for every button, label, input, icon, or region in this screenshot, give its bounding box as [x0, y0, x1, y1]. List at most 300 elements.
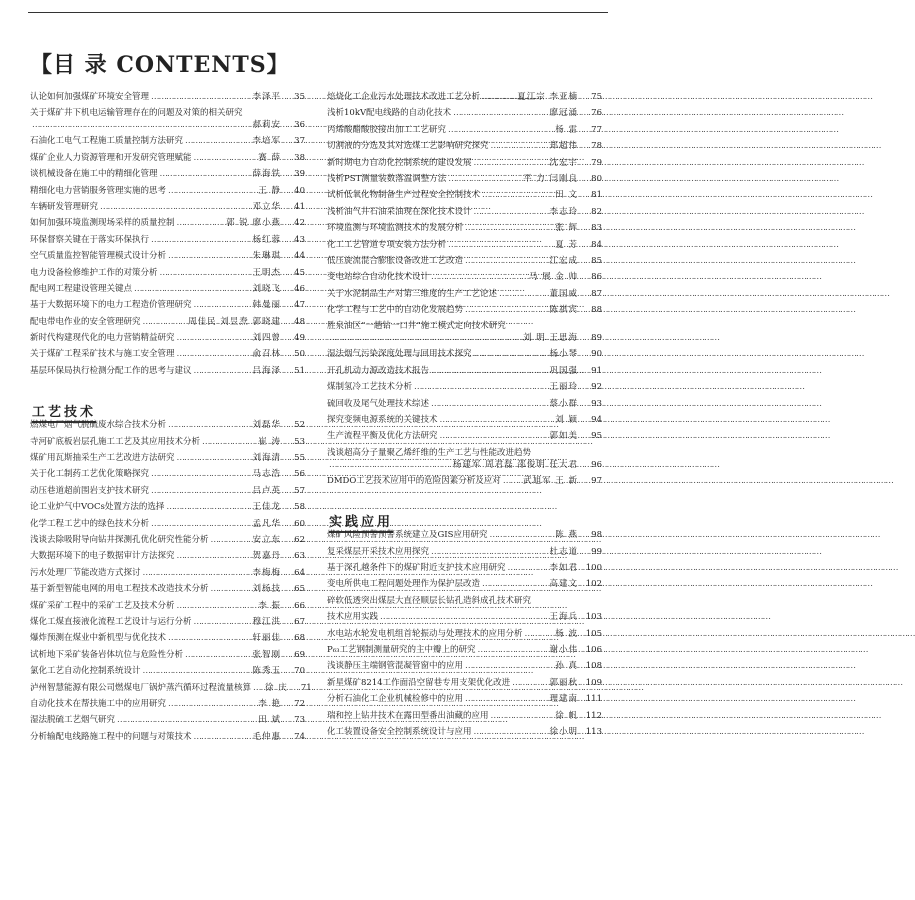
leader-dots [482, 580, 545, 589]
toc-entry[interactable] [30, 137, 305, 153]
toc-entry[interactable] [30, 569, 305, 585]
entry-page: 112 [585, 710, 602, 721]
entry-title: 车辆研发管理研究 [30, 201, 99, 212]
toc-entry[interactable] [327, 367, 602, 383]
leader-dots [329, 334, 519, 343]
leader-dots [177, 350, 249, 359]
entry-author: 王明杰 [252, 267, 281, 278]
entry-title: P₆₃工艺钢制测量研究的主中瓣上的研究 [327, 644, 476, 655]
entry-page: 41 [294, 201, 305, 212]
entry-author: 李志玲 [549, 206, 578, 217]
entry-page: 38 [294, 152, 305, 163]
entry-title: 变电站综合自动化技术设计 [327, 272, 430, 283]
entry-title: 基于新型智能电网的用电工程技术改造技术分析 [30, 584, 209, 595]
toc-entry[interactable] [30, 602, 305, 618]
leader-dots [431, 400, 545, 409]
entry-title: 开孔机动力源改造技术报告 [327, 365, 430, 376]
entry-author: 朱琳琪 [252, 251, 281, 262]
top-rule [28, 12, 608, 13]
entry-title: 空气质量监控智能管理模式设计分析 [30, 251, 167, 262]
toc-entry[interactable] [30, 716, 305, 732]
leader-dots [177, 219, 223, 228]
toc-entry[interactable] [30, 618, 305, 634]
leader-dots [151, 520, 248, 529]
entry-title: 湿法烟气污染深度处理与回用技术探究 [327, 349, 472, 360]
leader-dots [194, 154, 255, 163]
leader-dots [185, 651, 248, 660]
entry-title: 煤制氢冷工艺技术分析 [327, 382, 413, 393]
entry-author: 毛仲惠 [252, 731, 281, 742]
entry-title: 配电带电作业的安全管理研究 [30, 316, 141, 327]
toc-entry[interactable] [30, 634, 305, 650]
entry-author: 贺嘉丹 [252, 551, 281, 562]
entry-page: 113 [585, 726, 602, 737]
entry-page: 103 [585, 612, 602, 623]
toc-entry[interactable] [327, 580, 602, 596]
left-column [30, 92, 312, 749]
toc-entry[interactable] [30, 93, 305, 109]
toc-entry[interactable] [30, 203, 305, 219]
section-process [30, 383, 305, 421]
entry-author: 夏 芳 [555, 239, 578, 250]
entry-page: 102 [585, 579, 602, 590]
toc-entry[interactable] [327, 350, 602, 366]
leader-dots [202, 438, 254, 447]
toc-entry[interactable] [327, 531, 602, 547]
leader-dots [168, 421, 248, 430]
leader-dots [465, 224, 551, 233]
entry-title: 关于水泥制品生产对第三维度的生产工艺论述 [327, 288, 498, 299]
entry-page: 97 [591, 475, 602, 486]
entry-page: 91 [591, 365, 602, 376]
toc-entry[interactable] [30, 421, 305, 437]
entry-page: 88 [591, 305, 602, 316]
entry-author: 理建南 [549, 694, 578, 705]
entry-page: 46 [294, 283, 305, 294]
leader-dots [453, 109, 545, 118]
entry-author: 郭如美 [549, 431, 578, 442]
entry-author: 赛 薛 [258, 152, 281, 163]
entry-title: 如何加强环境监测现场采样的质量控制 [30, 218, 175, 229]
leader-dots [117, 716, 254, 725]
entry-author: 徐 庆 [265, 682, 288, 693]
entry-page: 69 [294, 649, 305, 660]
toc-entry[interactable] [327, 290, 602, 306]
entry-title: 生产流程平衡及优化方法研究 [327, 431, 438, 442]
leader-dots [168, 187, 254, 196]
entry-page: 100 [585, 562, 602, 573]
leader-dots [151, 93, 248, 102]
toc-entry[interactable] [327, 273, 602, 289]
leader-dots [440, 416, 552, 425]
entry-author: 王丽玲 [549, 382, 578, 393]
toc-entry[interactable] [327, 564, 602, 580]
entry-title: 切割液的分选及其对选煤工艺影响研究探究 [327, 141, 489, 152]
toc-entry[interactable] [30, 682, 312, 700]
entry-title: 浅析PST测量装数落温调整方法 [327, 173, 447, 184]
leader-dots [168, 700, 254, 709]
toc-entry[interactable] [327, 728, 602, 744]
leader-dots [177, 552, 249, 561]
leader-dots [465, 306, 545, 315]
entry-title: 变电所供电工程问题处理作为保护层改造 [327, 579, 481, 590]
entry-page: 42 [294, 218, 305, 229]
toc-entry[interactable] [30, 552, 305, 568]
entry-page: 48 [294, 316, 305, 327]
toc-entry[interactable] [30, 187, 305, 203]
leader-dots [32, 121, 248, 130]
section-heading-practice: 实践应用 [329, 511, 393, 533]
entry-page: 108 [585, 661, 602, 672]
entry-author: 张智刚 [252, 649, 281, 660]
leader-dots [491, 712, 552, 721]
toc-entry[interactable] [30, 109, 305, 137]
entry-page: 94 [591, 415, 602, 426]
entry-title: 燃煤电厂烟气脱硫废水综合技术分析 [30, 420, 167, 431]
entry-page: 57 [294, 485, 305, 496]
entry-author: 孟凡华 [252, 518, 281, 529]
leader-dots [448, 126, 551, 135]
entry-author: 张 辉 [555, 223, 578, 234]
toc-entry[interactable] [327, 322, 602, 350]
leader-dots [194, 618, 249, 627]
entry-title: 环保督察关键在于落实环保执行 [30, 234, 150, 245]
entry-page: 80 [591, 173, 602, 184]
entry-author: 韩曼丽 [252, 300, 281, 311]
toc-entry[interactable] [30, 367, 305, 383]
leader-dots [194, 733, 249, 742]
toc-entry[interactable] [327, 159, 602, 175]
entry-author: 徐 帆 [555, 710, 578, 721]
entry-author: 郭丽秋 [549, 677, 578, 688]
toc-entry[interactable] [30, 651, 305, 667]
entry-title: 试析低氧化物制备生产过程安全控制技术 [327, 190, 481, 201]
leader-dots [474, 728, 546, 737]
leader-dots [168, 634, 248, 643]
toc-entry[interactable] [327, 175, 602, 191]
entry-page: 56 [294, 469, 305, 480]
entry-author: 吕卢英 [252, 485, 281, 496]
entry-page: 95 [591, 431, 602, 442]
toc-entry[interactable] [327, 548, 602, 564]
entry-page: 70 [294, 666, 305, 677]
entry-title: 浅析10kV配电线路的自动化技术 [327, 108, 452, 119]
entry-author: 王 静 [258, 185, 281, 196]
entry-author: 谢小伟 [549, 644, 578, 655]
toc-entry[interactable] [30, 438, 305, 454]
toc-entry[interactable] [327, 695, 602, 711]
entry-page: 37 [294, 136, 305, 147]
toc-entry[interactable] [327, 712, 602, 728]
entry-author: 李 振 [258, 600, 281, 611]
entry-author: 安立东 [252, 534, 281, 545]
entry-author: 李梅梅 [252, 567, 281, 578]
leader-dots [177, 334, 249, 343]
entry-title: 复采煤层开采技术应用探究 [327, 546, 430, 557]
entry-page: 90 [591, 349, 602, 360]
toc-entry[interactable] [327, 432, 602, 448]
toc-entry[interactable] [30, 219, 305, 235]
toc-entry[interactable] [327, 224, 602, 240]
entry-author: 刘四曾 [252, 333, 281, 344]
entry-page: 53 [294, 436, 305, 447]
entry-page: 55 [294, 453, 305, 464]
entry-title: 碎软低透突出煤层大直径顺层长钻孔造斜成孔技术研究 [327, 595, 532, 606]
toc-entry[interactable] [327, 646, 602, 662]
entry-page: 98 [591, 530, 602, 541]
entry-title: 谈机械设备在施工中的精细化管理 [30, 169, 158, 180]
entry-title: 浅谈去除吸附导向钻井探测孔优化研究性能分析 [30, 534, 209, 545]
entry-title: 水电站水轮发电机组首轮振动与处理技术的应用分析 [327, 628, 523, 639]
entry-title: 浅谈超高分子量聚乙烯纤维的生产工艺与性能改进趋势 [327, 447, 532, 458]
toc-entry[interactable] [327, 662, 602, 678]
toc-entry[interactable] [327, 383, 602, 399]
entry-title: 湿法脱硫工艺烟气研究 [30, 715, 116, 726]
entry-page: 60 [294, 518, 305, 529]
entry-title: 自动化技术在帮扶施工中的应用研究 [30, 698, 167, 709]
entry-title: 论工业炉气中VOCs处置方法的选择 [30, 502, 165, 513]
entry-page: 71 [300, 682, 312, 693]
entry-author: 徐小明 [549, 726, 578, 737]
toc-entry[interactable] [30, 269, 305, 285]
entry-title: 浅析油气井石油采油现在深化技术设计 [327, 206, 472, 217]
toc-entry[interactable] [327, 597, 602, 613]
leader-dots [143, 667, 249, 676]
toc-entry[interactable] [30, 470, 305, 486]
toc-entry[interactable] [30, 334, 305, 350]
toc-entry[interactable] [30, 520, 305, 536]
entry-title: 煤矿风险预警预警系统建立及GIS应用研究 [327, 530, 488, 541]
toc-entry[interactable] [327, 191, 602, 207]
entry-author: 刘 明 王思海 [523, 333, 578, 344]
entry-author: 郝莉安 [252, 120, 281, 131]
toc-entry[interactable] [30, 536, 305, 552]
page-title: 【目 录 CONTENTS】 [30, 52, 290, 78]
entry-author: 陈 燕 [555, 530, 578, 541]
entry-title: 瑞和控上钻井技术在露田型番出油藏的应用 [327, 710, 489, 721]
leader-dots [134, 285, 248, 294]
leader-dots [489, 531, 551, 540]
entry-page: 40 [294, 185, 305, 196]
entry-author: 江宏成 [549, 255, 578, 266]
entry-author: 马志浩 [252, 469, 281, 480]
toc-entry[interactable] [30, 585, 305, 601]
entry-title: 环境监测与环境监测技术的发展分析 [327, 223, 464, 234]
toc-entry[interactable] [327, 257, 602, 273]
entry-title: 煤矿采矿工程中的采矿工艺及技术分析 [30, 600, 175, 611]
entry-author: 武旭军 王 新 [523, 475, 578, 486]
entry-page: 62 [294, 534, 305, 545]
leader-dots [151, 470, 248, 479]
entry-page: 72 [294, 698, 305, 709]
leader-dots [194, 367, 249, 376]
entry-page: 78 [591, 141, 602, 152]
leader-dots [503, 477, 519, 486]
entry-author: 杨 雷 [555, 124, 578, 135]
toc-entry[interactable] [327, 416, 602, 432]
entry-title: 探究变频电源系统的关键技术 [327, 415, 438, 426]
toc-entry[interactable] [327, 93, 602, 109]
entry-author: 王佳龙 [252, 502, 281, 513]
toc-entry[interactable] [327, 142, 602, 158]
leader-dots [168, 252, 248, 261]
toc-entry[interactable] [30, 700, 305, 716]
entry-page: 84 [591, 239, 602, 250]
toc-entry[interactable] [327, 613, 602, 629]
leader-dots [177, 454, 249, 463]
leader-dots [499, 290, 545, 299]
entry-title: 试析地下采矿装备岩体坑位与危险性分析 [30, 649, 184, 660]
entry-page: 58 [294, 502, 305, 513]
entry-page: 77 [591, 124, 602, 135]
entry-page: 47 [294, 300, 305, 311]
leader-dots [448, 241, 551, 250]
leader-dots [465, 257, 545, 266]
entry-author: 周佳民 刘昱焘 郭晓建 [188, 316, 281, 327]
entry-page: 45 [294, 267, 305, 278]
toc-entry[interactable] [327, 630, 602, 646]
toc-entry[interactable] [327, 241, 602, 257]
entry-author: 田 斌 [258, 715, 281, 726]
entry-author: 董国威 [549, 288, 578, 299]
toc-list-practice [327, 531, 602, 744]
entry-page: 109 [585, 677, 602, 688]
entry-title: 大数据环境下的电子数据审计方法探究 [30, 551, 175, 562]
entry-page: 64 [294, 567, 305, 578]
entry-title: 化学工程与工艺中的自动化发展趋势 [327, 305, 464, 316]
entry-author: 高建文 [549, 579, 578, 590]
toc-entry[interactable] [30, 350, 305, 366]
leader-dots [431, 273, 525, 282]
toc-entry[interactable] [327, 126, 602, 142]
entry-page: 99 [591, 546, 602, 557]
entry-title: 化工装置设备安全控制系统设计与应用 [327, 726, 472, 737]
leader-dots [151, 236, 248, 245]
entry-author: 刘杨技 [252, 584, 281, 595]
toc-entry[interactable] [327, 679, 602, 695]
toc-entry[interactable] [30, 503, 305, 519]
entry-author: 平 力 闫刚良 [523, 173, 578, 184]
entry-page: 89 [591, 333, 602, 344]
toc-entry[interactable] [30, 252, 305, 268]
entry-title: 基于深孔越条件下的煤矿附近支护技术应用研究 [327, 562, 506, 573]
entry-page: 106 [585, 644, 602, 655]
leader-dots [160, 269, 249, 278]
leader-dots [482, 93, 513, 102]
leader-dots [478, 646, 546, 655]
entry-author: 吕海泽 [252, 365, 281, 376]
toc-entry[interactable] [30, 318, 305, 334]
leader-dots [431, 367, 545, 376]
leader-dots [253, 684, 261, 693]
entry-page: 76 [591, 108, 602, 119]
toc-entry[interactable] [30, 236, 305, 252]
toc-entry[interactable] [30, 487, 305, 503]
section-heading-process: 工艺技术 [32, 401, 96, 423]
toc-entry[interactable] [327, 400, 602, 416]
leader-dots [482, 191, 551, 200]
toc-entry[interactable] [30, 154, 305, 170]
toc-entry[interactable] [30, 667, 305, 683]
leader-dots [100, 203, 248, 212]
leader-dots [329, 461, 449, 470]
leader-dots [508, 564, 546, 573]
leader-dots [525, 630, 552, 639]
toc-entry[interactable] [327, 208, 602, 224]
entry-title: 认论如何加强煤矿环境安全管理 [30, 92, 150, 102]
leader-dots [474, 159, 546, 168]
entry-author: 陈秀玉 [252, 666, 281, 677]
toc-entry[interactable] [327, 449, 602, 477]
entry-author: 崔 涛 [258, 436, 281, 447]
entry-title: 技术应用实践 [327, 612, 379, 623]
entry-author: 郑超伟 [549, 141, 578, 152]
entry-title: 低压旋流混合膨胀设备改进工艺改造 [327, 255, 464, 266]
entry-title: 新时代构建现代化的电力营销精益研究 [30, 333, 175, 344]
toc-entry[interactable] [30, 170, 305, 186]
entry-title: 分析输配电线路施工程中的问题与对策技术 [30, 731, 192, 742]
entry-title: 新时期电力自动化控制系统的建设发展 [327, 157, 472, 168]
entry-author: 廖冠涌 [549, 108, 578, 119]
toc-entry[interactable] [30, 454, 305, 470]
entry-title: 煤矿用瓦斯抽采生产工艺改进方法研究 [30, 453, 175, 464]
entry-page: 35 [294, 92, 305, 102]
entry-title: 关于煤矿井下机电运输管理存在的问题及对策的相关研究 [30, 108, 243, 119]
entry-author: 刘晓飞 [252, 283, 281, 294]
entry-page: 92 [591, 382, 602, 393]
toc-entry[interactable] [327, 306, 602, 322]
toc-entry[interactable] [30, 285, 305, 301]
leader-dots [440, 432, 546, 441]
entry-author: 杨 波 [555, 628, 578, 639]
entry-page: 36 [294, 120, 305, 131]
entry-title: 煤化工煤直接液化流程工艺设计与运行分析 [30, 616, 192, 627]
entry-author: 李如君 [549, 562, 578, 573]
leader-dots [465, 695, 545, 704]
leader-dots [448, 175, 519, 184]
entry-title: 石油化工电气工程施工质量控制方法研究 [30, 136, 184, 147]
entry-title: 配电网工程建设管理关键点 [30, 283, 133, 294]
leader-dots [151, 487, 248, 496]
leader-dots [431, 548, 545, 557]
leader-dots [474, 350, 546, 359]
toc-entry[interactable] [327, 477, 602, 493]
entry-author: 夏江宗 李亚楠 [517, 92, 578, 102]
entry-author: 陈祺宾 [549, 305, 578, 316]
entry-author: 杜志道 [549, 546, 578, 557]
toc-entry[interactable] [30, 733, 305, 749]
entry-page: 51 [294, 365, 305, 376]
toc-entry[interactable] [30, 301, 305, 317]
entry-author: 轩丽佳 [252, 633, 281, 644]
entry-author: 俞召林 [252, 349, 281, 360]
leader-dots [211, 585, 249, 594]
entry-author: 马 展 金 帅 [528, 272, 578, 283]
entry-author: 蔡小群 [549, 398, 578, 409]
toc-list-process [30, 420, 312, 749]
entry-title: 氯化工艺自动化控制系统设计 [30, 666, 141, 677]
entry-page: 74 [294, 731, 305, 742]
entry-page: 85 [591, 255, 602, 266]
entry-author: 王海兵 [549, 612, 578, 623]
entry-title: DMDO工艺技术应用中的危险因素分析及应对 [327, 475, 501, 486]
toc-entry[interactable] [327, 109, 602, 125]
entry-title: 硫回收及尾气处理技术综述 [327, 398, 430, 409]
entry-title: 化工工艺管道专项安装方法分析 [327, 239, 447, 250]
entry-page: 105 [585, 628, 602, 639]
leader-dots [380, 613, 545, 622]
entry-title: 关于煤矿工程采矿技术与施工安全管理 [30, 349, 175, 360]
